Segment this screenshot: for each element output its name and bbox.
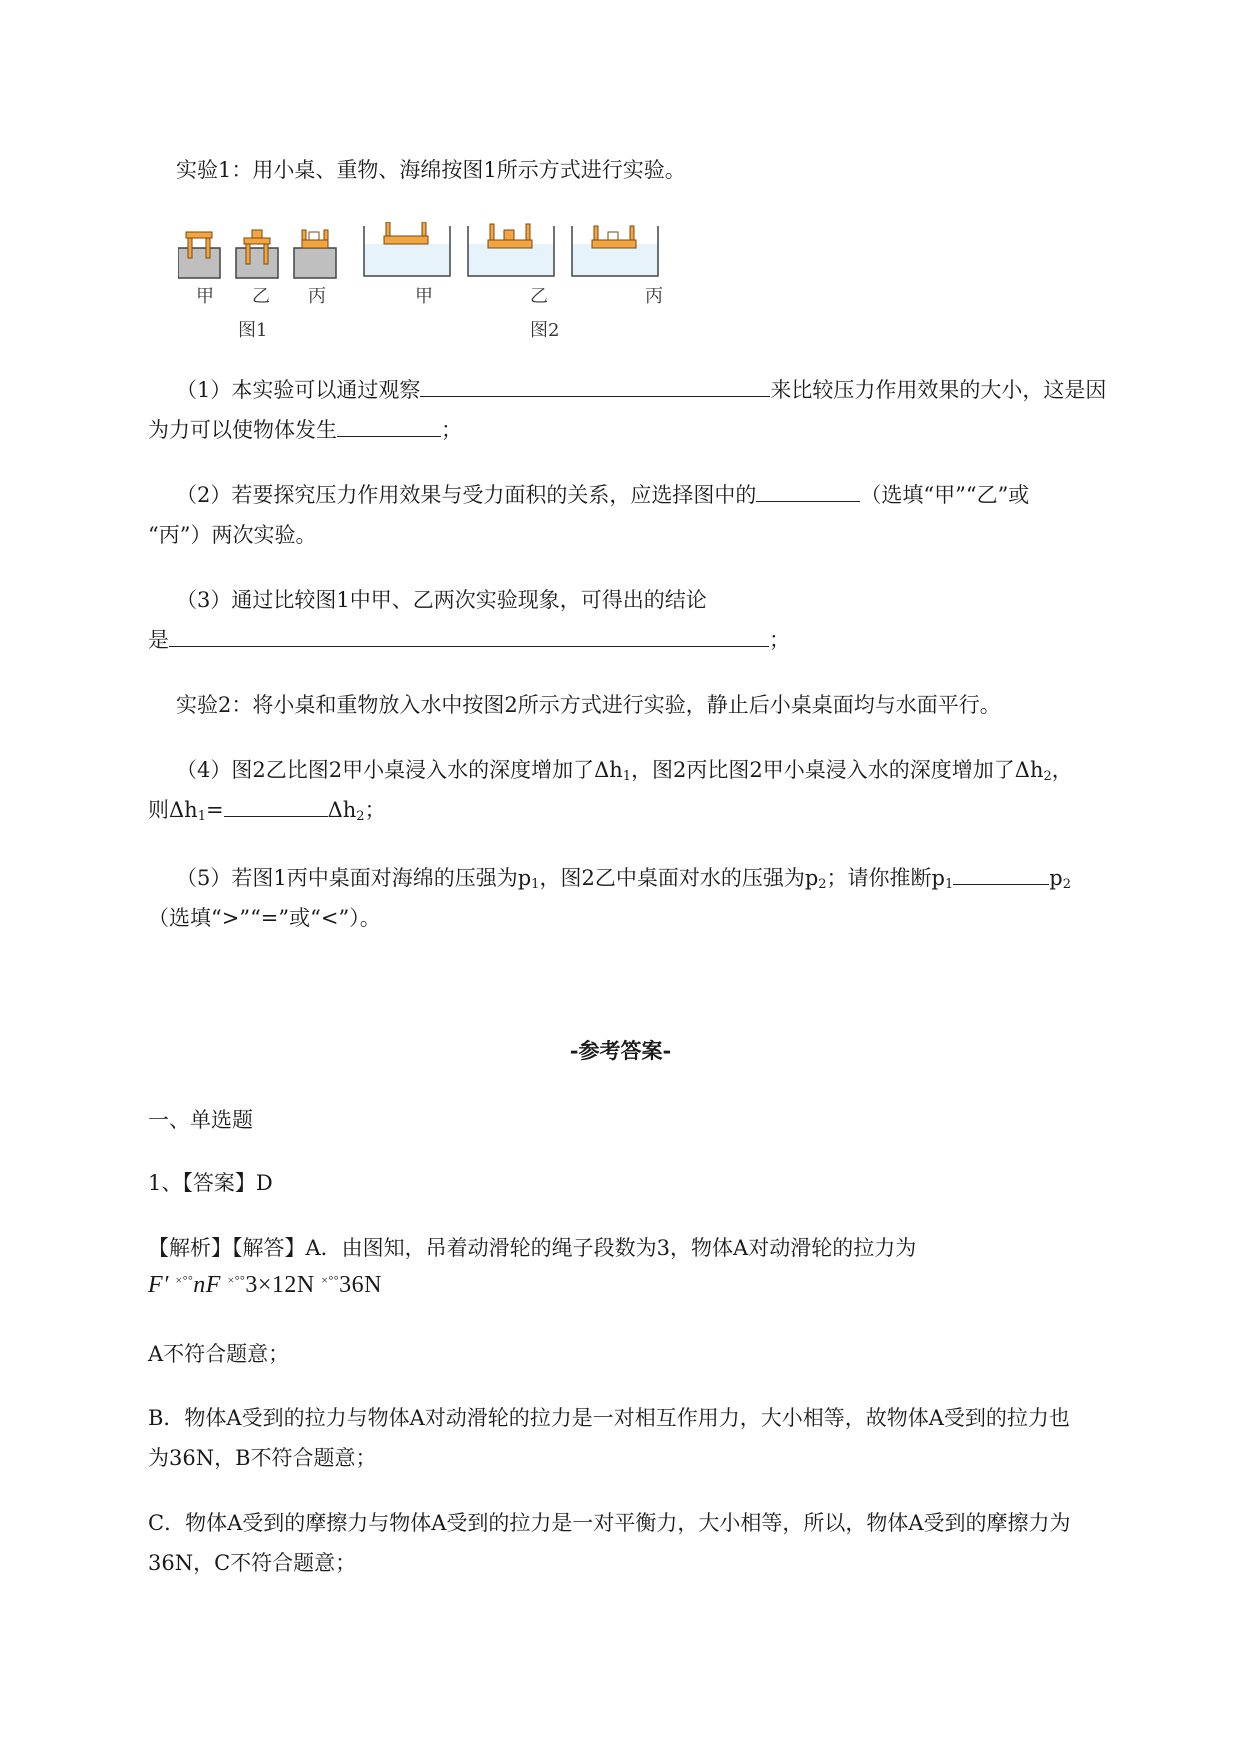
fig2-label-bing: 丙 — [645, 286, 663, 307]
question-4-line-2 — [148, 790, 1168, 837]
fig1-caption: 图1 — [238, 320, 268, 341]
formula-mark-1: ×°° — [175, 1273, 194, 1287]
q4-text-b: ，图2丙比图2甲小桌浸入水的深度增加了Δh — [631, 758, 1044, 782]
option-b-line-2: 为36N，B不符合题意； — [148, 1446, 377, 1470]
q3-text-b: 是 — [148, 628, 169, 652]
formula-term-4: 36N — [339, 1272, 382, 1298]
fig2-caption: 图2 — [530, 320, 560, 341]
experiment-2-text: 实验2：将小桌和重物放入水中按图2所示方式进行实验，静止后小桌桌面均与水面平行。 — [176, 693, 1001, 717]
fig1-label-yi: 乙 — [252, 286, 270, 307]
q4-text-a: （4）图2乙比图2甲小桌浸入水的深度增加了Δh — [176, 758, 623, 782]
q5-sub-1: 1 — [531, 877, 540, 892]
q2-text-b: （选填“甲”“乙”或 — [860, 483, 1030, 507]
fig2-jia-illustration — [364, 222, 450, 276]
experiment-1-text: 实验1：用小桌、重物、海绵按图1所示方式进行实验。 — [176, 158, 686, 182]
formula-term-1: F′ — [148, 1272, 169, 1298]
option-a-line: A不符合题意； — [148, 1342, 290, 1366]
fig1-label-jia: 甲 — [196, 286, 214, 307]
q2-blank[interactable] — [756, 483, 860, 502]
q5-blank[interactable] — [953, 866, 1049, 885]
q4-sub-4: 2 — [356, 809, 365, 824]
q4-sub-2: 2 — [1043, 769, 1052, 784]
q1-text-d: ； — [441, 418, 462, 442]
fig2-yi-illustration — [468, 224, 554, 276]
q1-text-a: （1）本实验可以通过观察 — [176, 378, 421, 402]
q4-sub-3: 1 — [197, 809, 206, 824]
question-3-line-1: （3）通过比较图1中甲、乙两次实验现象，可得出的结论 — [176, 588, 707, 612]
analysis-line: 【解析】【解答】A．由图知，吊着动滑轮的绳子段数为3，物体A对动滑轮的拉力为 — [148, 1236, 917, 1260]
fig1-jia-illustration — [178, 232, 220, 278]
section-heading: 一、单选题 — [148, 1108, 253, 1132]
q5-text-a: （5）若图1丙中桌面对海绵的压强为p — [176, 866, 532, 890]
formula — [148, 1272, 382, 1299]
question-1-line-1 — [148, 370, 1168, 410]
fig2-label-yi: 乙 — [530, 286, 548, 307]
question-5-line-2: （选填“>”“=”或“<”）。 — [148, 906, 381, 930]
option-c-line-1: C．物体A受到的摩擦力与物体A受到的拉力是一对平衡力，大小相等，所以，物体A受到的摩擦力为 — [148, 1511, 1071, 1535]
q5-text-d: p — [1049, 866, 1063, 890]
option-b-line-1: B．物体A受到的拉力与物体A对动滑轮的拉力是一对相互作用力，大小相等，故物体A受到的拉力也 — [148, 1406, 1070, 1430]
question-3-line-2 — [148, 620, 1168, 660]
q1-blank-1[interactable] — [420, 378, 770, 397]
q4-sub-1: 1 — [622, 769, 632, 784]
fig1-label-bing: 丙 — [308, 286, 326, 307]
fig1-yi-illustration — [236, 230, 278, 278]
q4-text-c: ， — [1051, 758, 1073, 782]
q5-sub-3: 1 — [945, 877, 954, 892]
q4-text-f: Δh — [327, 798, 357, 822]
formula-term-2: nF — [193, 1272, 221, 1298]
q3-blank[interactable] — [169, 628, 769, 647]
q4-blank[interactable] — [224, 798, 328, 817]
q3-text-c: ； — [769, 628, 790, 652]
q2-text-a: （2）若要探究压力作用效果与受力面积的关系，应选择图中的 — [176, 483, 757, 507]
answer-1: 1、【答案】D — [148, 1171, 273, 1195]
q4-text-d: 则Δh — [148, 798, 198, 822]
q1-blank-2[interactable] — [337, 418, 441, 437]
formula-mark-2: ×°° — [227, 1273, 246, 1287]
q5-text-c: ；请你推断p — [826, 866, 945, 890]
q1-text-c: 为力可以使物体发生 — [148, 418, 337, 442]
q4-text-e: = — [205, 798, 224, 822]
formula-term-3: 3×12N — [245, 1272, 315, 1298]
question-2-line-2: “丙”）两次实验。 — [148, 523, 317, 547]
option-c-line-2: 36N，C不符合题意； — [148, 1551, 357, 1575]
q5-sub-4: 2 — [1062, 877, 1072, 892]
q5-text-b: ，图2乙中桌面对水的压强为p — [539, 866, 819, 890]
fig2-bing-illustration — [572, 226, 658, 276]
question-2-line-1 — [148, 475, 1168, 515]
fig2-label-jia: 甲 — [415, 286, 433, 307]
question-1-line-2 — [148, 410, 1168, 450]
fig1-bing-illustration — [294, 230, 336, 278]
answer-title: -参考答案- — [569, 1038, 672, 1063]
q1-text-b: 来比较压力作用效果的大小，这是因 — [770, 378, 1107, 402]
formula-mark-3: ×°° — [321, 1273, 340, 1287]
q4-text-g: ； — [364, 798, 386, 822]
q5-sub-2: 2 — [818, 877, 827, 892]
